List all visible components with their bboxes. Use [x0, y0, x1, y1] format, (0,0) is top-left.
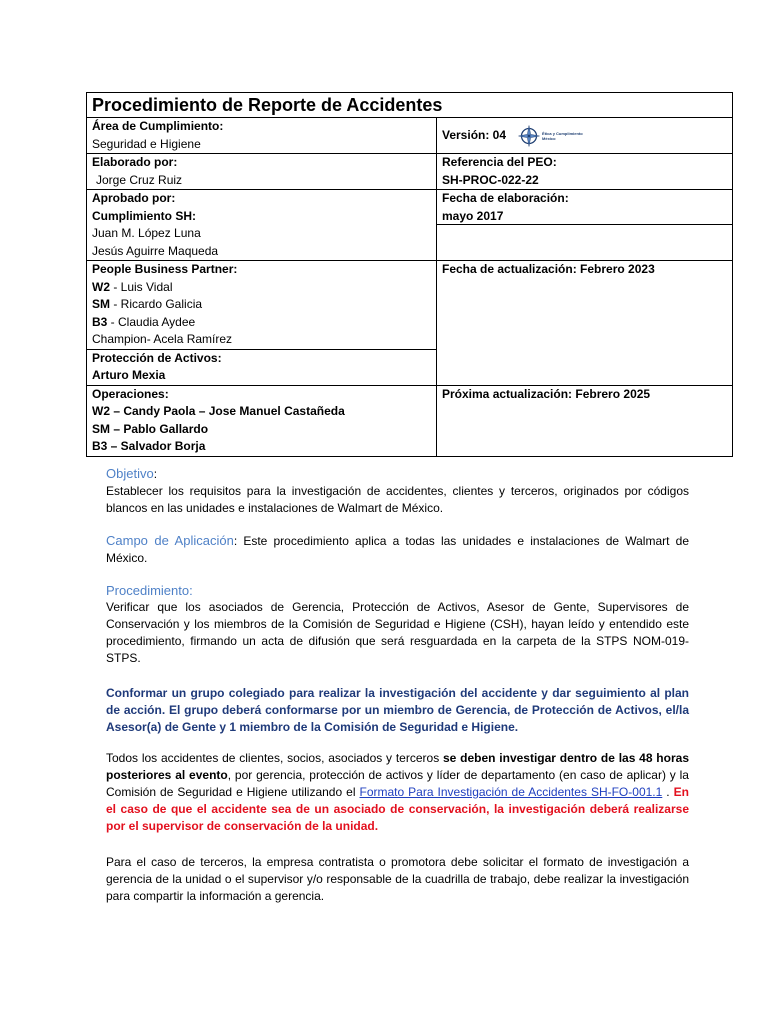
- procedure-header-table: [86, 92, 733, 457]
- aprobado-label: Aprobado por:: [92, 191, 176, 205]
- fecha-cells: [437, 190, 733, 261]
- cumplimiento-name: Jesús Aguirre Maqueda: [92, 243, 219, 258]
- proteccion-value: Arturo Mexia: [92, 368, 166, 382]
- elaborado-value: Jorge Cruz Ruiz: [96, 172, 183, 187]
- campo-section: [106, 532, 689, 567]
- people-item: SM - Ricardo Galicia: [92, 297, 203, 311]
- logo-text: Ética y Cumplimiento México: [542, 130, 583, 141]
- aprobado-cell: [87, 190, 437, 261]
- objetivo-section: Objetivo: Establecer los requisitos para la investigación de accidentes, clientes y terceros, originados por códigos blancos en las unidades e instalaciones de Walmart de México.: [106, 466, 689, 515]
- procedimiento-section: [106, 582, 689, 667]
- terceros-paragraph: Para el caso de terceros, la empresa contratista o promotora debe solicitar el formato de investigación a gerencia de la unidad o el supervisor y/o responsable de la cuadrilla de trabajo, debe realizar la investigación para compartir la información a gerencia.: [106, 855, 689, 903]
- referencia-value: SH-PROC-022-22: [442, 172, 539, 187]
- operaciones-item: W2 – Candy Paola – Jose Manuel Castañeda: [92, 404, 345, 418]
- operaciones-item: B3 – Salvador Borja: [92, 439, 206, 453]
- conservacion-note: En el caso de que el accidente sea de un asociado de conservación, la investigación deberá realizarse por el supervisor de conservación de la unidad.: [106, 785, 689, 833]
- conformar-paragraph: Conformar un grupo colegiado para realizar la investigación del accidente y dar seguimiento al plan de acción. El grupo deberá conformarse por un miembro de Gerencia, de Protección de Activos, el/la Asesor(a) de Gente y 1 miembro de la Comisión de Seguridad e Higiene.: [106, 686, 689, 734]
- fecha-elab-label: Fecha de elaboración:: [442, 191, 569, 205]
- document-title: Procedimiento de Reporte de Accidentes: [87, 93, 733, 118]
- referencia-label: Referencia del PEO:: [442, 155, 557, 169]
- elaborado-cell: [87, 154, 437, 190]
- proxima-actualizacion: Próxima actualización: Febrero 2025: [437, 385, 733, 456]
- procedimiento-heading: Procedimiento:: [106, 583, 193, 598]
- version-cell: [437, 118, 733, 154]
- version-label: Versión: 04: [442, 127, 507, 142]
- area-cell: [87, 118, 437, 154]
- people-item: W2 - Luis Vidal: [92, 279, 173, 294]
- todos-paragraph: Todos los accidentes de clientes, socios, asociados y terceros se deben investigar dentro de las 48 horas posteriores al evento, por gerencia, protección de activos y líder de departamento (en caso de aplicar) y la Comisión de Seguridad e Higiene utilizando el Formato Para Investigación de Accidentes SH-FO-001.1 . En el caso de que el accidente sea de un asociado de conservación, la investigación deberá realizarse por el supervisor de conservación de la unidad.: [106, 751, 689, 833]
- operaciones-item: SM – Pablo Gallardo: [92, 421, 209, 436]
- operaciones-cell: [87, 385, 437, 456]
- area-label: Área de Cumplimiento:: [92, 119, 224, 133]
- people-partner-cell: [87, 261, 437, 350]
- operaciones-label: Operaciones:: [92, 386, 169, 401]
- cumplimiento-name: Juan M. López Luna: [92, 226, 201, 240]
- champion: Champion- Acela Ramírez: [92, 332, 233, 346]
- proteccion-cell: [87, 349, 437, 385]
- compass-rose-icon: [518, 125, 540, 147]
- cumplimiento-label: Cumplimiento SH:: [92, 208, 196, 223]
- people-label: People Business Partner:: [92, 262, 238, 276]
- objetivo-heading: Objetivo: [106, 466, 154, 481]
- procedimiento-text: Verificar que los asociados de Gerencia, Protección de Activos, Asesor de Gente, Supervisores de Conservación y los miembros de la Comisión de Seguridad e Higiene (CSH), hayan leído y entendido este procedimiento, firmando un acta de difusión que será resguardada en la carpeta de la STPS NOM-019-STPS.: [106, 600, 689, 665]
- fecha-elaboracion-cell: [437, 190, 732, 225]
- area-value: Seguridad e Higiene: [92, 136, 201, 151]
- fecha-elab-value: mayo 2017: [442, 208, 504, 223]
- ethics-compliance-logo: [518, 125, 588, 147]
- campo-text: : Este procedimiento aplica a todas las unidades e instalaciones de Walmart de México.: [106, 534, 689, 565]
- referencia-cell: [437, 154, 733, 190]
- proteccion-label: Protección de Activos:: [92, 350, 222, 365]
- elaborado-label: Elaborado por:: [92, 155, 178, 169]
- campo-heading: Campo de Aplicación: [106, 533, 234, 548]
- fecha-actualizacion: Fecha de actualización: Febrero 2023: [437, 261, 733, 386]
- formato-investigacion-link[interactable]: Formato Para Investigación de Accidentes SH-FO-001.1: [359, 785, 663, 799]
- objetivo-text: Establecer los requisitos para la investigación de accidentes, clientes y terceros, originados por códigos blancos en las unidades e instalaciones de Walmart de México.: [106, 484, 689, 515]
- people-item: B3 - Claudia Aydee: [92, 314, 196, 329]
